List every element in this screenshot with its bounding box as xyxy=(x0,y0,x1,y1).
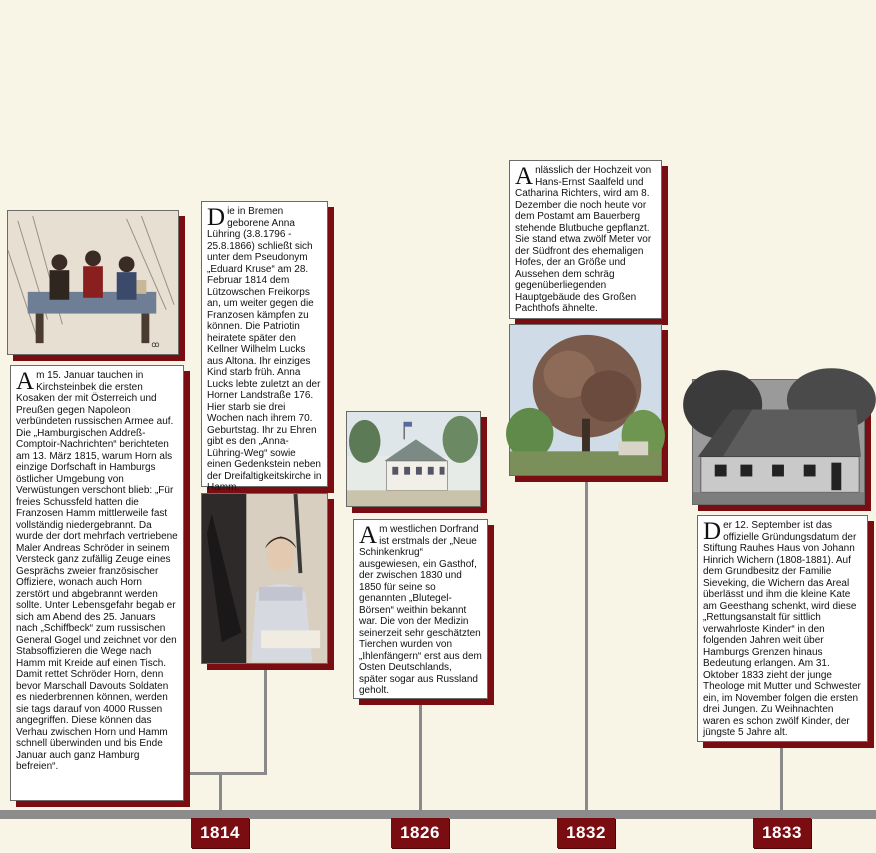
image-anna-luehring-portrait[interactable] xyxy=(201,493,328,664)
drop-cap: D xyxy=(703,518,722,545)
entry-text: er 12. September ist das offizielle Gründungsdatum der Stiftung Rauhes Haus von Johann Hinrich Wichern (1808-1881). Auf dem Grundbesitz der Familie Sieveking, die Wichern das Areal überlässt und ihm die kleine Kate am Geesthang schenkt, wird diese „Rettungsanstalt für sittlich verwahrloste Kinder“ in den folgenden Jahren weit über Hamburgs Grenzen hinaus Bedeutung erlangen. Am 31. Oktober 1833 zieht der junge Theologe mit Mutter und Schwester ein, im November folgen die ersten drei Jungen. Zu Weihnachten waren es schon zwölf Kinder, der jüngste 5 Jahre alt. xyxy=(703,520,861,738)
drop-cap: A xyxy=(16,368,35,395)
entry-card-1814-kosaken xyxy=(10,365,184,801)
connector-1833-stem xyxy=(780,742,783,811)
entry-card-1833-rauhes-haus xyxy=(697,515,868,742)
year-marker-1832[interactable]: 1832 xyxy=(557,818,615,848)
image-officers-sketch[interactable] xyxy=(7,210,179,355)
connector-1832-stem xyxy=(585,476,588,811)
connector-1814-stem xyxy=(219,773,222,811)
entry-text: m 15. Januar tauchen in Kirchsteinbek die ersten Kosaken der mit Österreich und Preußen gegen Napoleon verbündeten russischen Armee auf. Die „Hamburgischen Addreß-Comptoir-Nachrichten“ berichteten am 13. März 1815, warum Horn als einzige Dorfschaft in Hamburgs östlicher Umgebung von Verwüstungen verschont blieb: „Für freies Schussfeld hatten die Franzosen Hamm mittlerweile fast vollständig niedergebrannt. Da wurde der dort mehrfach vertriebene Maler Andreas Schröder in seinem Versteck ganz zufällig Zeuge eines Gesprächs zweier französischer Offiziere, wonach auch Horn zerstört und abgebrannt werden sollte. Unter Lebensgefahr begab er sich am Abend des 25. Januars nach „Schiffbeck“ zum russischen General Gogel und zeichnet vor den Stabsoffizieren die Wege nach Hamm mit Kreide auf einen Tisch. Damit rettet Schröder Horn, denn bevor Marschall Davouts Soldaten es niederbrennen können, werden sie tags darauf von 4000 Russen angegriffen. Diese können das Verhau zwischen Horn und Hamm schnell überwinden und bis Ende Januar auch ganz Hamburg befreien“. xyxy=(16,370,178,772)
entry-text: nlässlich der Hochzeit von Hans-Ernst Saalfeld und Catharina Richters, wird am 8. Dezember die noch heute vor dem Postamt am Bauerberg stehende Blutbuche gepflanzt. Sie stand etwa zwölf Meter vor der Südfront des ehemaligen Hofes, der an Größe und Aussehen dem schräg gegenüberliegenden Hauptgebäude des Großen Pachthofs ähnelte. xyxy=(515,165,652,314)
connector-1826-stem xyxy=(419,700,422,811)
connector-1814-riser xyxy=(264,666,267,774)
image-neue-schinkenkrug[interactable] xyxy=(346,411,481,507)
entry-card-1832-blutbuche xyxy=(509,160,662,319)
year-marker-1814[interactable]: 1814 xyxy=(191,818,249,848)
connector-1814-branch xyxy=(183,772,267,775)
image-rauhes-haus-kate[interactable] xyxy=(692,379,865,505)
entry-card-1814-anna-luehring xyxy=(201,201,328,493)
entry-card-1826-schinkenkrug xyxy=(353,519,488,699)
drop-cap: A xyxy=(515,163,534,190)
drop-cap: D xyxy=(207,204,226,231)
drop-cap: A xyxy=(359,522,378,549)
image-blutbuche-tree[interactable] xyxy=(509,324,662,476)
year-marker-1826[interactable]: 1826 xyxy=(391,818,449,848)
year-marker-1833[interactable]: 1833 xyxy=(753,818,811,848)
svg-text:ꝏ: ꝏ xyxy=(151,340,160,350)
entry-text: ie in Bremen geborene Anna Lühring (3.8.1796 - 25.8.1866) schließt sich unter dem Pseudonym „Eduard Kruse“ am 28. Februar 1814 dem Lützowschen Freikorps an, um weiter gegen die Franzosen kämpfen zu können. Die Patriotin heiratete später den Kellner Wilhelm Lucks aus Altona. Ihr einziges Kind starb früh. Anna Lucks lebte zuletzt an der Horner Landstraße 176. Hier starb sie drei Wochen nach ihrem 70. Geburtstag. Ihr zu Ehren gibt es den „Anna-Lühring-Weg“ sowie einen Gedenkstein neben der Dreifaltigkeitskirche in Hamm. xyxy=(207,206,322,493)
entry-text: m westlichen Dorfrand ist erstmals der „Neue Schinkenkrug“ ausgewiesen, ein Gasthof, der zwischen 1830 und 1850 für seine so genannten „Blutegel-Börsen“ weithin bekannt war. Die von der Medizin seinerzeit sehr geschätzten Tierchen wurden von „Ihlenfängern“ erst aus dem Osten Deutschlands, später sogar aus Russland geholt. xyxy=(359,524,482,696)
